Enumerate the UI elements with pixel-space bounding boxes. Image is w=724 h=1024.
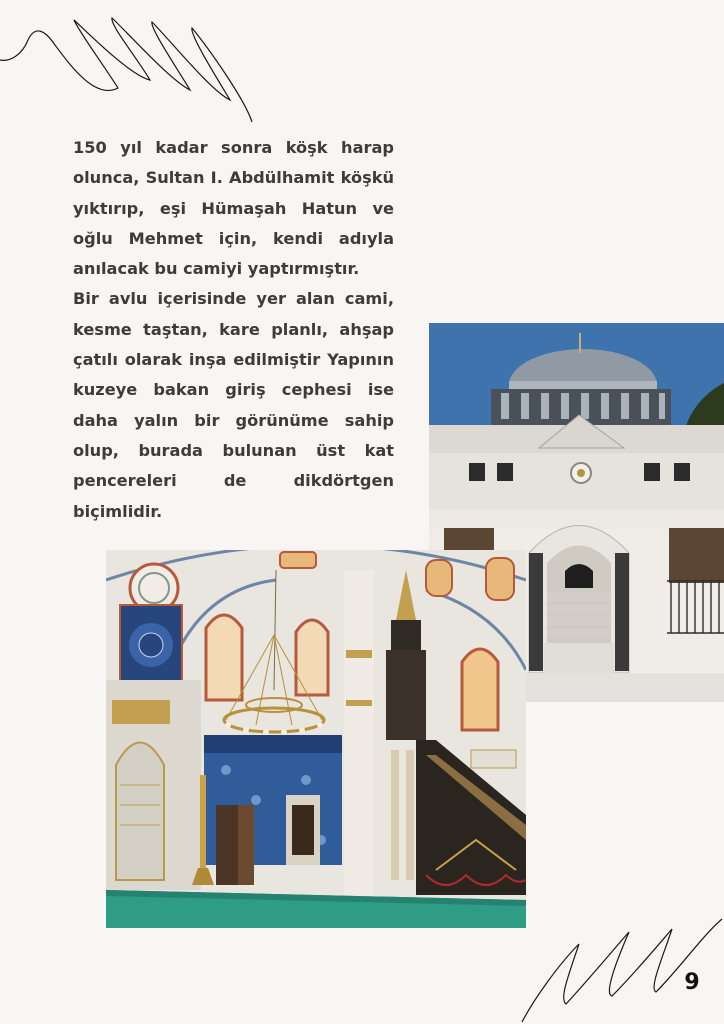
page-number: 9	[684, 970, 700, 995]
scribble-decoration-bottom	[504, 904, 724, 1024]
paragraph-1: 150 yıl kadar sonra köşk harap olunca, Sultan I. Abdülhamit köşkü yıktırıp, eşi Hümaşah Hatun ve oğlu Mehmet için, kendi adıyla anılacak bu camiyi yaptırmıştır.	[73, 138, 394, 279]
body-text	[73, 133, 394, 527]
scribble-decoration-top	[0, 0, 280, 140]
paragraph-2: Bir avlu içerisinde yer alan cami, kesme taştan, kare planlı, ahşap çatılı olarak inşa edilmiştir Yapının kuzeye bakan giriş cephesi ise daha yalın bir görünüme sahip olup, burada bulunan üst kat pencereleri de dikdörtgen biçimlidir.	[73, 289, 394, 521]
mosque-interior-photo	[106, 550, 526, 928]
